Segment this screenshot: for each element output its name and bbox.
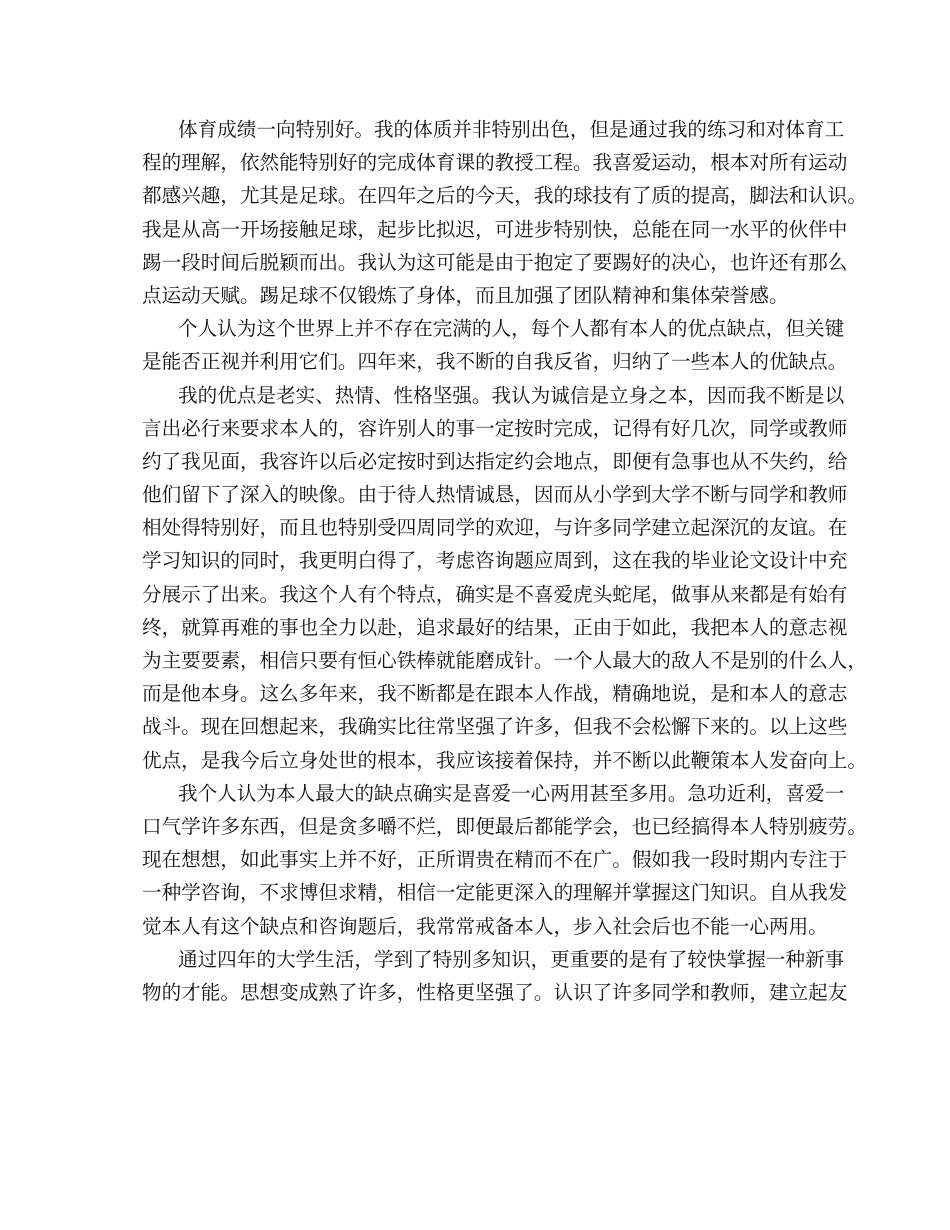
paragraph-line: 他们留下了深入的映像。由于待人热情诚恳，因而从小学到大学不断与同学和教师 [142,483,848,507]
paragraph-line: 口气学许多东西，但是贪多嚼不烂，即便最后都能学会，也已经搞得本人特别疲劳。 [142,814,867,838]
paragraph-line: 都感兴趣，尤其是足球。在四年之后的今天，我的球技有了质的提高，脚法和认识。 [142,184,867,208]
paragraph-line: 约了我见面，我容许以后必定按时到达指定约会地点，即便有急事也从不失约，给 [142,449,848,473]
paragraph-line: 踢一段时间后脱颖而出。我认为这可能是由于抱定了要踢好的决心，也许还有那么 [142,250,848,274]
paragraph-line: 战斗。现在回想起来，我确实比往常坚强了许多，但我不会松懈下来的。以上这些 [142,715,848,739]
paragraph-line: 分展示了出来。我这个人有个特点，确实是不喜爱虎头蛇尾，做事从来都是有始有 [142,582,848,606]
paragraph-line: 为主要要素，相信只要有恒心铁棒就能磨成针。一个人最大的敌人不是别的什么人， [142,649,867,672]
paragraph-line: 觉本人有这个缺点和咨询题后，我常常戒备本人，步入社会后也不能一心两用。 [142,914,828,938]
paragraph-line: 体育成绩一向特别好。我的体质并非特别出色，但是通过我的练习和对体育工 [178,118,845,141]
paragraph-line: 个人认为这个世界上并不存在完满的人，每个人都有本人的优点缺点，但关键 [178,317,845,341]
paragraph-line: 我个人认为本人最大的缺点确实是喜爱一心两用甚至多用。急功近利，喜爱一 [178,781,845,805]
paragraph-line: 优点，是我今后立身处世的根本，我应该接着保持，并不断以此鞭策本人发奋向上。 [142,748,867,772]
paragraph-line: 相处得特别好，而且也特别受四周同学的欢迎，与许多同学建立起深沉的友谊。在 [142,516,848,540]
paragraph-line: 我是从高一开场接触足球，起步比拟迟，可进步特别快，总能在同一水平的伙伴中 [142,217,848,241]
paragraph-line: 是能否正视并利用它们。四年来，我不断的自我反省，归纳了一些本人的优缺点。 [142,350,848,374]
paragraph-line: 言出必行来要求本人的，容许别人的事一定按时完成，记得有好几次，同学或教师 [142,416,848,440]
paragraph-line: 通过四年的大学生活，学到了特别多知识，更重要的是有了较快掌握一种新事 [178,947,845,971]
paragraph-line: 现在想想，如此事实上并不好，正所谓贵在精而不在广。假如我一段时期内专注于 [142,848,848,872]
paragraph-line: 我的优点是老实、热情、性格坚强。我认为诚信是立身之本，因而我不断是以 [178,383,845,407]
paragraph-line: 学习知识的同时，我更明白得了，考虑咨询题应周到，这在我的毕业论文设计中充 [142,549,848,573]
paragraph-line: 一种学咨询，不求博但求精，相信一定能更深入的理解并掌握这门知识。自从我发 [142,881,848,905]
paragraph-line: 终，就算再难的事也全力以赴，追求最好的结果，正由于如此，我把本人的意志视 [142,615,848,639]
paragraph-line: 物的才能。思想变成熟了许多，性格更坚强了。认识了许多同学和教师，建立起友 [142,980,848,1004]
paragraph-line: 而是他本身。这么多年来，我不断都是在跟本人作战，精确地说，是和本人的意志 [142,682,848,706]
paragraph-line: 程的理解，依然能特别好的完成体育课的教授工程。我喜爱运动，根本对所有运动 [142,151,848,175]
paragraph-line: 点运动天赋。踢足球不仅锻炼了身体，而且加强了团队精神和集体荣誉感。 [142,283,789,307]
document-body [142,113,867,1009]
